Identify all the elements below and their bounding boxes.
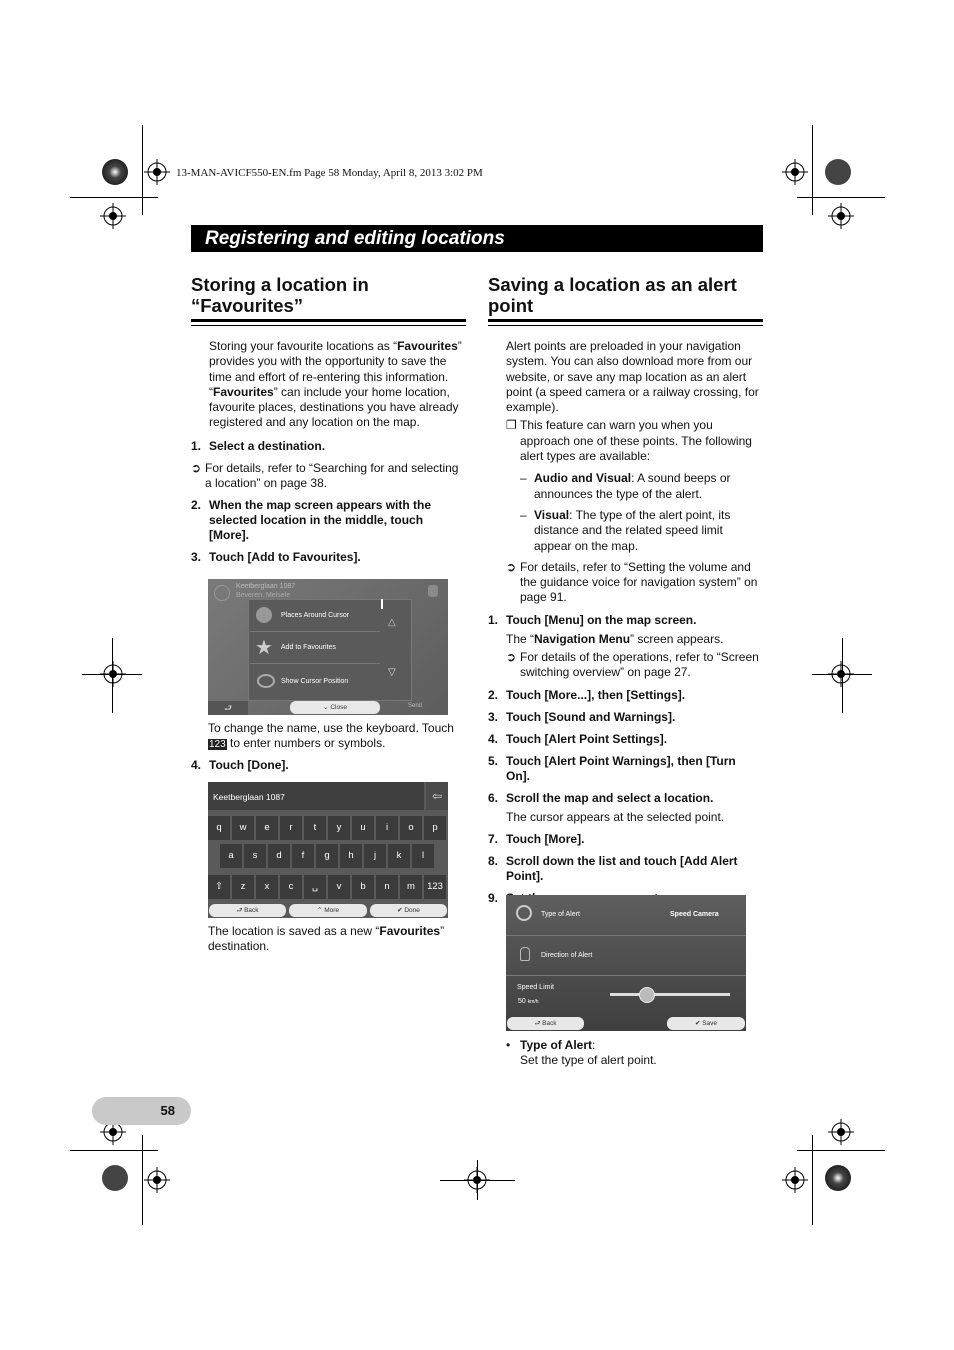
feature-note: ❐ This feature can warn you when you approach one of these points. The following alert types are available: [506, 418, 752, 464]
color-wheel-icon [825, 159, 851, 185]
right-step-9: 9. [488, 890, 499, 905]
keyboard-instructions: To change the name, use the keyboard. Touch 123 to enter numbers or symbols. [208, 721, 454, 751]
left-step-2: 2. When the map screen appears with the selected location in the middle, touch [More]. [191, 498, 432, 543]
right-step-8: 8. Scroll down the list and touch [Add Alert Point]. [488, 853, 738, 883]
keyboard-key[interactable]: v [328, 875, 350, 899]
menu-item-show-cursor-position[interactable] [250, 667, 380, 695]
numeric-key-icon: 123 [209, 739, 226, 751]
right-step-2: 2. Touch [More...], then [Settings]. [488, 687, 686, 702]
registration-mark-icon [100, 203, 126, 229]
arrow-icon: ➲ [191, 460, 202, 475]
alert-type-visual: – Visual: The type of the alert point, its distance and the related speed limit appear on the map. [520, 507, 731, 553]
speed-limit-slider[interactable] [610, 993, 730, 996]
checkmark-icon: ✔ [397, 907, 405, 914]
keyboard-key[interactable]: q [208, 816, 230, 840]
keyboard-key[interactable]: j [364, 844, 386, 868]
right-step-6-text: The cursor appears at the selected point. [506, 809, 725, 824]
type-of-alert-bullet: • Type of Alert: Set the type of alert point. [506, 1038, 657, 1068]
right-intro: Alert points are preloaded in your navigation system. You can also download more from our website, or save any map location as an alert point (a speed camera or a railway crossing, for example). [506, 339, 759, 415]
right-step-4: 4. Touch [Alert Point Settings]. [488, 731, 668, 746]
left-heading: Storing a location in “Favourites” [191, 274, 466, 322]
slider-handle-icon[interactable] [639, 987, 655, 1003]
scroll-down-icon[interactable]: ▽ [388, 667, 396, 678]
registration-mark-icon [144, 159, 170, 185]
left-step-3: 3. Touch [Add to Favourites]. [191, 550, 361, 565]
save-button[interactable]: ✔ Save [667, 1017, 745, 1030]
screenshot-alert-settings [506, 895, 746, 1031]
name-input[interactable]: Keetberglaan 1087 [208, 782, 424, 810]
pin-icon [256, 607, 272, 623]
scrollbar[interactable] [381, 599, 383, 609]
checkbox-icon: ❐ [506, 418, 517, 433]
speed-camera-icon [516, 905, 532, 921]
keyboard-key[interactable]: e [256, 816, 278, 840]
back-arrow-icon: ⮐ [534, 1020, 543, 1027]
back-button[interactable]: ⮐ Back [507, 1017, 584, 1030]
alert-type-audio-visual: – Audio and Visual: A sound beeps or announces the type of the alert. [520, 471, 731, 501]
speed-limit-label: Speed Limit [517, 984, 554, 991]
back-arrow-icon: ⮐ [236, 907, 245, 914]
person-icon [428, 585, 438, 597]
page-number: 58 [92, 1097, 191, 1125]
send-label: Send [408, 703, 423, 709]
keyboard-key[interactable]: o [400, 816, 422, 840]
backspace-icon[interactable]: ⇦ [426, 782, 448, 810]
screenshot-keyboard [208, 782, 448, 918]
registration-mark-icon [144, 1167, 170, 1193]
right-column [488, 274, 763, 913]
checkmark-icon: ✔ [694, 1020, 703, 1027]
screenshot-more-menu [208, 579, 448, 715]
left-intro: Storing your favourite locations as “Favourites” provides you with the opportunity to save the time and effort of re-entering this information. “Favourites” can include your home location, favourite places, destinations you have already registered and any location on the map. [209, 339, 462, 430]
right-heading: Saving a location as an alert point [488, 274, 763, 322]
right-step-5: 5. Touch [Alert Point Warnings], then [Turn On]. [488, 753, 736, 783]
keyboard-key[interactable]: p [424, 816, 446, 840]
registration-mark-icon [100, 661, 126, 687]
print-header: 13-MAN-AVICF550-EN.fm Page 58 Monday, April 8, 2013 3:02 PM [176, 167, 483, 179]
left-step-4: 4. Touch [Done]. [191, 758, 289, 772]
chevron-down-icon: ⌄ [323, 704, 331, 711]
keyboard-key[interactable]: d [268, 844, 290, 868]
close-button[interactable]: ⌄ Close [290, 701, 380, 714]
back-button[interactable]: ⮐ Back [209, 904, 286, 917]
compass-icon [214, 585, 230, 601]
keyboard-key[interactable]: w [232, 816, 254, 840]
right-step-1: 1. Touch [Menu] on the map screen. [488, 612, 697, 627]
right-step-3: 3. Touch [Sound and Warnings]. [488, 709, 676, 724]
keyboard-key[interactable]: g [316, 844, 338, 868]
keyboard-key[interactable]: h [340, 844, 362, 868]
keyboard-key[interactable]: m [400, 875, 422, 899]
menu-item-add-to-favourites[interactable] [250, 633, 380, 664]
color-wheel-icon [102, 159, 128, 185]
type-of-alert-row[interactable]: Type of Alert Speed Camera [506, 895, 746, 936]
star-icon: ★ [255, 637, 273, 659]
keyboard-key[interactable]: y [328, 816, 350, 840]
keyboard-key[interactable]: u [352, 816, 374, 840]
arrow-icon: ➲ [506, 559, 517, 574]
back-arrow-icon[interactable]: ⮐ [208, 701, 248, 715]
menu-item-label: Places Around Cursor [281, 612, 350, 619]
keyboard-key[interactable]: c [280, 875, 302, 899]
keyboard-key[interactable]: 123 [424, 875, 446, 899]
keyboard-key[interactable]: s [244, 844, 266, 868]
keyboard-key[interactable]: b [352, 875, 374, 899]
keyboard-key[interactable]: l [412, 844, 434, 868]
color-wheel-icon [825, 1165, 851, 1191]
registration-mark-icon [828, 203, 854, 229]
keyboard-key[interactable]: t [304, 816, 326, 840]
keyboard-key[interactable]: n [376, 875, 398, 899]
right-step-1-text: The “Navigation Menu” screen appears. [506, 631, 724, 646]
registration-mark-icon [782, 1167, 808, 1193]
keyboard-key[interactable]: r [280, 816, 302, 840]
address-line-1: Keetberglaan 1087 [236, 583, 296, 590]
registration-mark-icon [828, 1119, 854, 1145]
keyboard-key[interactable]: f [292, 844, 314, 868]
registration-mark-icon [828, 661, 854, 687]
section-title: Registering and editing locations [191, 225, 763, 252]
menu-item-places-around-cursor[interactable] [250, 601, 380, 632]
speed-limit-value: 50 km/h [518, 998, 539, 1005]
right-step-6: 6. Scroll the map and select a location. [488, 790, 714, 805]
menu-item-label: Show Cursor Position [281, 678, 349, 685]
keyboard-key[interactable]: x [256, 875, 278, 899]
direction-icon [520, 947, 530, 961]
more-button[interactable]: ⌃ More [289, 904, 367, 917]
address-line-2: Beveren, Melsele [236, 592, 291, 599]
keyboard-key[interactable]: k [388, 844, 410, 868]
target-icon [257, 674, 275, 688]
registration-mark-icon [464, 1167, 490, 1193]
done-button[interactable]: ✔ Done [370, 904, 447, 917]
volume-ref-note: ➲ For details, refer to “Setting the volume and the guidance voice for navigation system” on page 91. [506, 559, 758, 605]
color-wheel-icon [102, 1165, 128, 1191]
left-column [191, 274, 466, 572]
right-step-1-note: ➲ For details of the operations, refer to “Screen switching overview” on page 27. [506, 650, 759, 680]
direction-of-alert-row[interactable]: Direction of Alert [506, 936, 746, 976]
shift-icon[interactable]: ⇧ [208, 875, 230, 899]
arrow-icon: ➲ [506, 650, 517, 665]
menu-item-label: Add to Favourites [281, 644, 336, 651]
right-step-7: 7. Touch [More]. [488, 831, 585, 846]
chevron-up-icon: ⌃ [316, 907, 325, 914]
keyboard-key[interactable]: i [376, 816, 398, 840]
left-closing: The location is saved as a new “Favourites” destination. [208, 924, 445, 954]
registration-mark-icon [782, 159, 808, 185]
keyboard-key[interactable]: z [232, 875, 254, 899]
keyboard-key[interactable]: a [220, 844, 242, 868]
scroll-up-icon[interactable]: △ [388, 617, 396, 628]
left-step-1: 1. Select a destination. [191, 438, 326, 453]
left-step-1-note: ➲ For details, refer to “Searching for and selecting a location” on page 38. [191, 460, 459, 491]
keyboard-key[interactable]: ␣ [304, 875, 326, 899]
